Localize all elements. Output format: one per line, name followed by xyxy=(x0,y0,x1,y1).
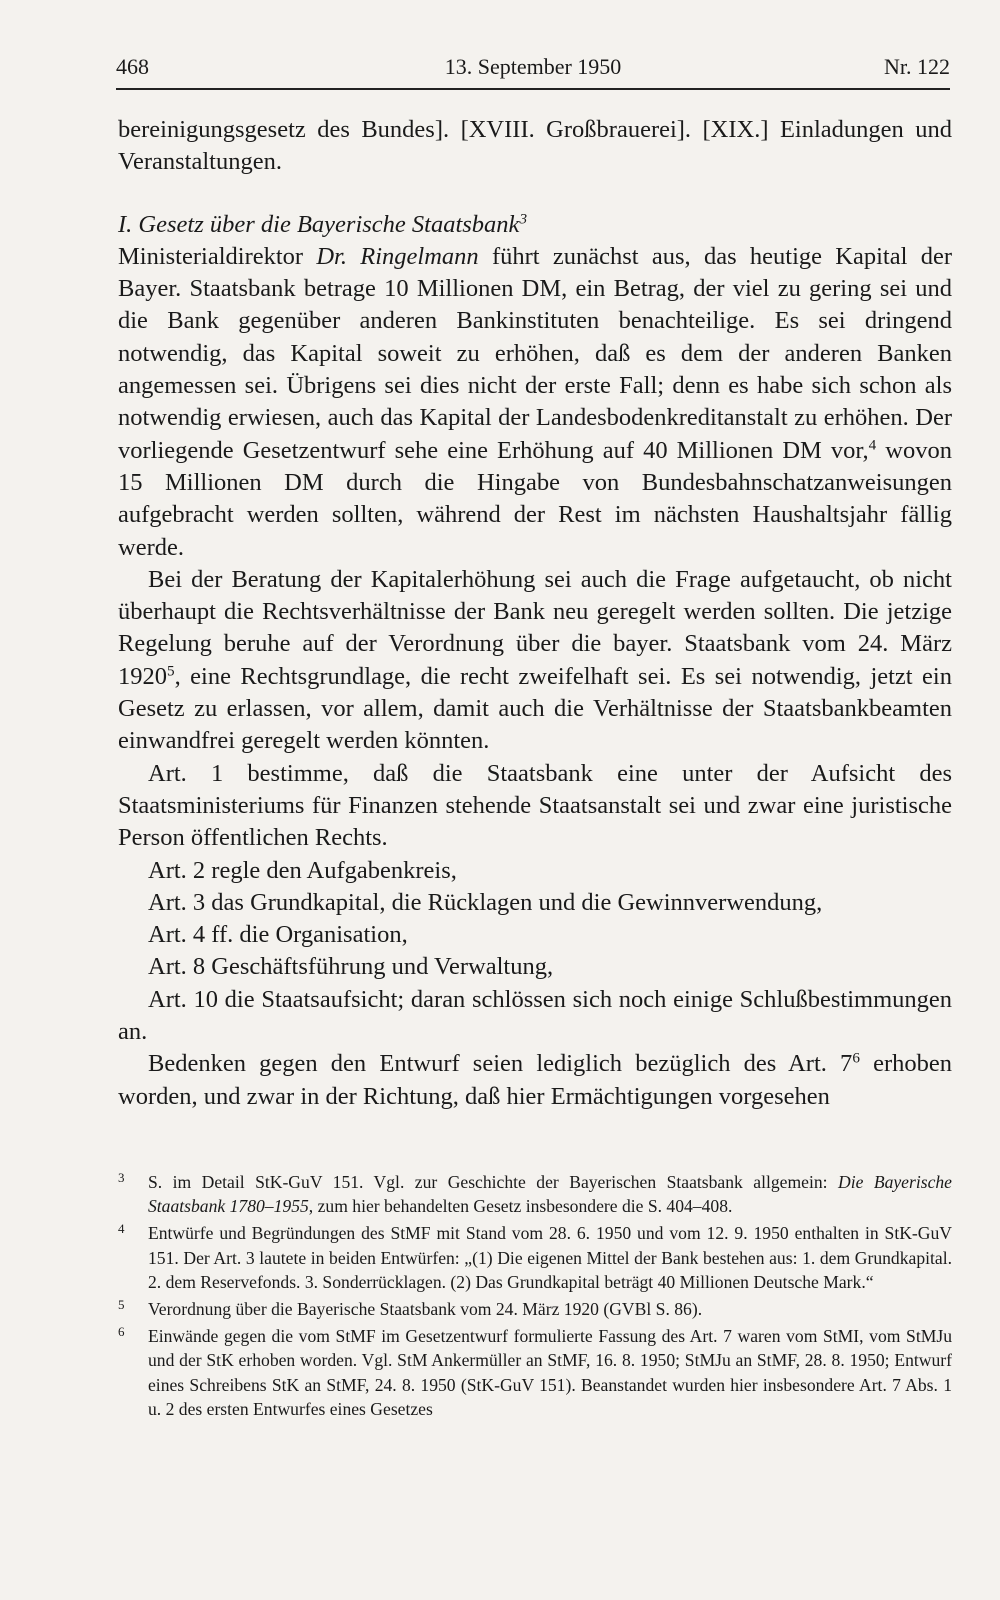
paragraph-2-part-a: Bei der Beratung der Kapitalerhöhung sei auch die Frage aufgetaucht, ob nicht überhaupt die Rechtsverhältnisse der Bank neu geregelt werden sollten. Die jetzige Regelung beruhe auf der Verordnung über die bayer. Staatsbank vom 24. März 1920 xyxy=(118,565,952,690)
paragraph-1-part-a: Ministerialdirektor xyxy=(118,242,317,270)
header-rule xyxy=(116,88,950,90)
issue-number: Nr. 122 xyxy=(884,54,950,79)
paragraph-4-part-a: Bedenken gegen den Entwurf seien lediglich bezüglich des Art. 7 xyxy=(148,1050,853,1078)
paragraph-2-part-b: , eine Rechtsgrundlage, die recht zweifelhaft sei. Es sei notwendig, jetzt ein Gesetz zu erlassen, vor allem, damit auch die Verhältnisse der Staatsbankbeamten einwandfrei geregelt werden könnten. xyxy=(118,662,952,755)
paragraph-1-part-b: führt zunächst aus, das heutige Kapital der Bayer. Staatsbank betrage 10 Millionen DM, ein Betrag, der viel zu gering sei und die Bank gegenüber anderen Bankinstituten benachteilige. Es sei dringend notwendig, das Kapital soweit zu erhöhen, daß es dem der anderen Banken angemessen sei. Übrigens sei dies nicht der erste Fall; denn es habe sich schon als notwendig erwiesen, auch das Kapital der Landesbodenkreditanstalt zu erhöhen. Der vorliegende Gesetzentwurf sehe eine Erhöhung auf 40 Millionen DM vor, xyxy=(118,242,952,464)
footnote-book-title: Die Bayerische Staatsbank 1780–1955 xyxy=(148,1172,952,1217)
footnote-ref-5: 5 xyxy=(167,662,175,680)
footnote-6 xyxy=(118,1324,952,1421)
speaker-name: Dr. Ringelmann xyxy=(316,242,479,270)
footnote-number: 4 xyxy=(118,1221,125,1237)
article-line: Art. 3 das Grundkapital, die Rücklagen und die Gewinnverwendung, xyxy=(148,888,823,916)
paragraph-1-part-c: wovon 15 Millionen DM durch die Hingabe von Bundesbahnschatzanweisungen aufgebracht werden sollten, während der Rest im nächsten Haushaltsjahr fällig werde. xyxy=(118,436,952,561)
article-line: Art. 4 ff. die Organisation, xyxy=(148,921,408,949)
footnote-ref-6: 6 xyxy=(852,1049,860,1067)
footnote-text: Verordnung über die Bayerische Staatsbank vom 24. März 1920 (GVBl S. 86). xyxy=(148,1299,703,1320)
footnote-text: Entwürfe und Begründungen des StMF mit Stand vom 28. 6. 1950 und vom 12. 9. 1950 enthalten in StK-GuV 151. Der Art. 3 lautete in beiden Entwürfen: „(1) Die eigenen Mittel der Bank bestehen aus: 1. dem Grundkapital. 2. dem Reservefonds. 3. Sonderrücklagen. (2) Das Grundkapital beträgt 40 Millionen Deutsche Mark.“ xyxy=(148,1223,952,1292)
main-text xyxy=(118,114,952,1113)
footnote-ref-4: 4 xyxy=(868,436,877,454)
footnote-5 xyxy=(118,1297,952,1321)
footnote-number: 5 xyxy=(118,1297,125,1313)
paragraph-4-part-b: erhoben worden, und zwar in der Richtung, daß hier Ermächtigungen vorgesehen xyxy=(118,1050,952,1110)
footnote-3 xyxy=(118,1170,952,1218)
footnote-ref-3: 3 xyxy=(519,210,528,228)
section-heading xyxy=(118,209,952,241)
intro-paragraph: bereinigungsgesetz des Bundes]. [XVIII. Großbrauerei]. [XIX.] Einladungen und Veranstaltungen. xyxy=(118,116,952,176)
section-heading-text: I. Gesetz über die Bayerische Staatsbank xyxy=(118,210,520,238)
paragraph-4 xyxy=(118,1048,952,1113)
footnote-4 xyxy=(118,1221,952,1294)
footnotes xyxy=(118,1170,952,1424)
article-line: Art. 10 die Staatsaufsicht; daran schlössen sich noch einige Schlußbestimmungen an. xyxy=(118,985,952,1046)
footnote-number: 3 xyxy=(118,1170,125,1185)
paragraph-3: Art. 1 bestimme, daß die Staatsbank eine unter der Aufsicht des Staatsministeriums für Finanzen stehende Staatsanstalt sei und zwar eine juristische Person öffentlichen Rechts. xyxy=(118,759,952,852)
paragraph-2 xyxy=(118,564,952,758)
header-date: 13. September 1950 xyxy=(444,54,622,79)
page-number: 468 xyxy=(116,54,149,79)
article-line: Art. 8 Geschäftsführung und Verwaltung, xyxy=(148,953,554,981)
footnote-text: S. im Detail StK-GuV 151. Vgl. zur Geschichte der Bayerischen Staatsbank allgemein: xyxy=(148,1172,838,1192)
footnote-text: Einwände gegen die vom StMF im Gesetzentwurf formulierte Fassung des Art. 7 waren vom StMI, vom StMJu und der StK erhoben worden. Vgl. StM Ankermüller an StMF, 16. 8. 1950; StMJu an StMF, 28. 8. 1950; Entwurf eines Schreibens StK an StMF, 24. 8. 1950 (StK-GuV 151). Beanstandet wurden hier insbesondere Art. 7 Abs. 1 u. 2 des ersten Entwurfes eines Gesetzes xyxy=(148,1326,952,1419)
paragraph-1 xyxy=(118,241,952,564)
footnote-number: 6 xyxy=(118,1324,125,1340)
running-header xyxy=(116,54,950,88)
article-line: Art. 2 regle den Aufgabenkreis, xyxy=(148,856,457,884)
footnote-text: , zum hier behandelten Gesetz insbesondere die S. 404–408. xyxy=(308,1196,733,1217)
